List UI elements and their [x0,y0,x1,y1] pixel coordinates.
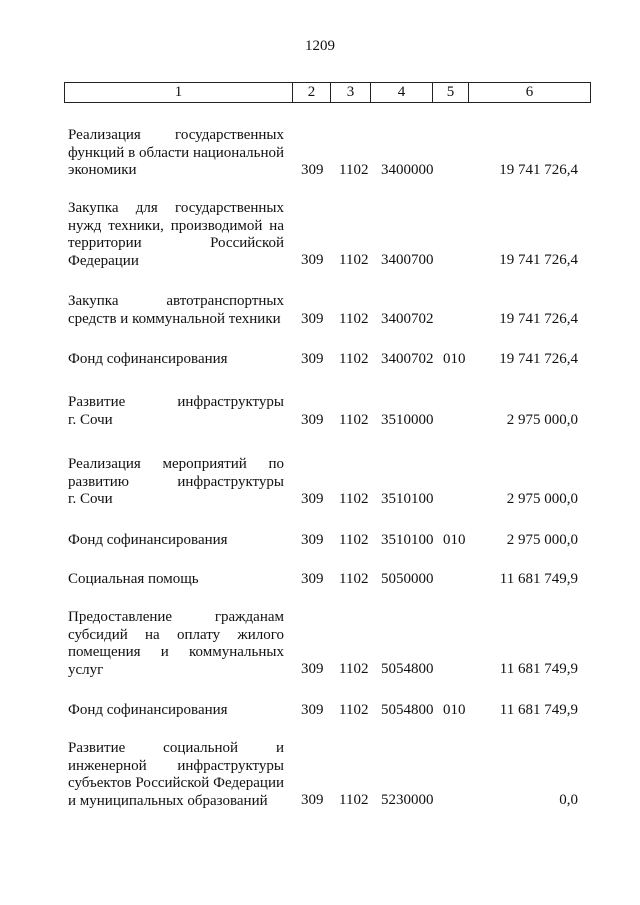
row-amount: 2 975 000,0 [506,412,578,428]
row-code-3: 1102 [339,792,369,808]
row-name-line: развитию инфраструктуры [68,473,284,490]
column-header-4: 4 [371,83,433,103]
row-code-2: 309 [301,491,324,507]
row-amount: 2 975 000,0 [506,491,578,507]
row-name-line: Закупка автотранспортных [68,293,284,309]
column-header-row [65,83,591,103]
row-code-2: 309 [301,351,324,367]
column-header-3: 3 [331,83,371,103]
row-name-line: Развитие социальной и [68,740,284,756]
row-name [68,532,284,550]
row-name [68,702,284,720]
row-amount: 11 681 749,9 [499,702,578,718]
row-code-2: 309 [301,162,324,178]
row-name-line: субсидий на оплату жилого [68,626,284,643]
row-code-3: 1102 [339,351,369,367]
row-name-line: Развитие инфраструктуры [68,394,284,410]
row-code-4: 3510100 [381,532,434,548]
row-code-5: 010 [443,702,466,718]
row-code-4: 3400000 [381,162,434,178]
column-header-table [64,82,591,103]
row-name [68,456,284,509]
row-code-3: 1102 [339,661,369,677]
row-name [68,571,284,589]
row-name-line: Закупка для государственных [68,200,284,216]
row-name-line: Реализация мероприятий по [68,456,284,472]
row-name [68,293,284,328]
row-name-line: Федерации [68,252,139,269]
row-name-line: Предоставление гражданам [68,609,284,625]
row-amount: 0,0 [559,792,578,808]
row-code-3: 1102 [339,412,369,428]
column-header-5: 5 [433,83,469,103]
row-code-3: 1102 [339,702,369,718]
page-number: 1209 [305,38,335,54]
row-code-4: 5054800 [381,661,434,677]
row-code-2: 309 [301,311,324,327]
row-name-line: помещения и коммунальных [68,644,284,660]
row-name-line: г. Сочи [68,491,113,507]
row-name [68,740,284,810]
row-amount: 19 741 726,4 [499,162,578,178]
row-name [68,609,284,679]
row-code-3: 1102 [339,252,369,268]
row-amount: 19 741 726,4 [499,351,578,367]
row-code-4: 3510000 [381,412,434,428]
row-code-2: 309 [301,412,324,428]
row-name [68,351,284,369]
row-name-line: субъектов Российской Федерации [68,775,284,791]
row-name-line: Социальная помощь [68,571,199,587]
row-code-4: 5054800 [381,702,434,718]
row-name-line: территории Российской [68,235,284,251]
row-code-2: 309 [301,571,324,587]
row-name-line: Фонд софинансирования [68,351,228,367]
row-code-2: 309 [301,532,324,548]
row-code-4: 5230000 [381,792,434,808]
row-name-line: функций в области национальной [68,144,284,161]
row-amount: 11 681 749,9 [499,661,578,677]
column-header-2: 2 [293,83,331,103]
row-name [68,200,284,270]
row-code-5: 010 [443,532,466,548]
row-code-3: 1102 [339,311,369,327]
row-name [68,394,284,429]
row-amount: 2 975 000,0 [506,532,578,548]
row-code-4: 3510100 [381,491,434,507]
column-header-1: 1 [65,83,293,103]
row-code-4: 3400702 [381,311,434,327]
row-code-4: 3400700 [381,252,434,268]
row-code-3: 1102 [339,571,369,587]
row-name-line: экономики [68,162,137,178]
row-name-line: инженерной инфраструктуры [68,757,284,774]
row-code-5: 010 [443,351,466,367]
row-code-4: 5050000 [381,571,434,587]
row-name-line: Реализация государственных [68,127,284,143]
row-amount: 11 681 749,9 [499,571,578,587]
row-code-3: 1102 [339,162,369,178]
row-code-2: 309 [301,702,324,718]
row-name-line: средств и коммунальной техники [68,310,281,327]
row-name [68,127,284,180]
row-code-2: 309 [301,792,324,808]
column-header-6: 6 [469,83,591,103]
row-code-3: 1102 [339,491,369,507]
row-name-line: г. Сочи [68,411,113,428]
row-code-2: 309 [301,252,324,268]
row-name-line: Фонд софинансирования [68,532,228,548]
row-amount: 19 741 726,4 [499,311,578,327]
row-name-line: услуг [68,661,104,678]
row-name-line: и муниципальных образований [68,792,268,809]
row-name-line: нужд техники, производимой на [68,217,284,234]
row-amount: 19 741 726,4 [499,252,578,268]
row-code-3: 1102 [339,532,369,548]
row-name-line: Фонд софинансирования [68,702,228,718]
row-code-2: 309 [301,661,324,677]
row-code-4: 3400702 [381,351,434,367]
